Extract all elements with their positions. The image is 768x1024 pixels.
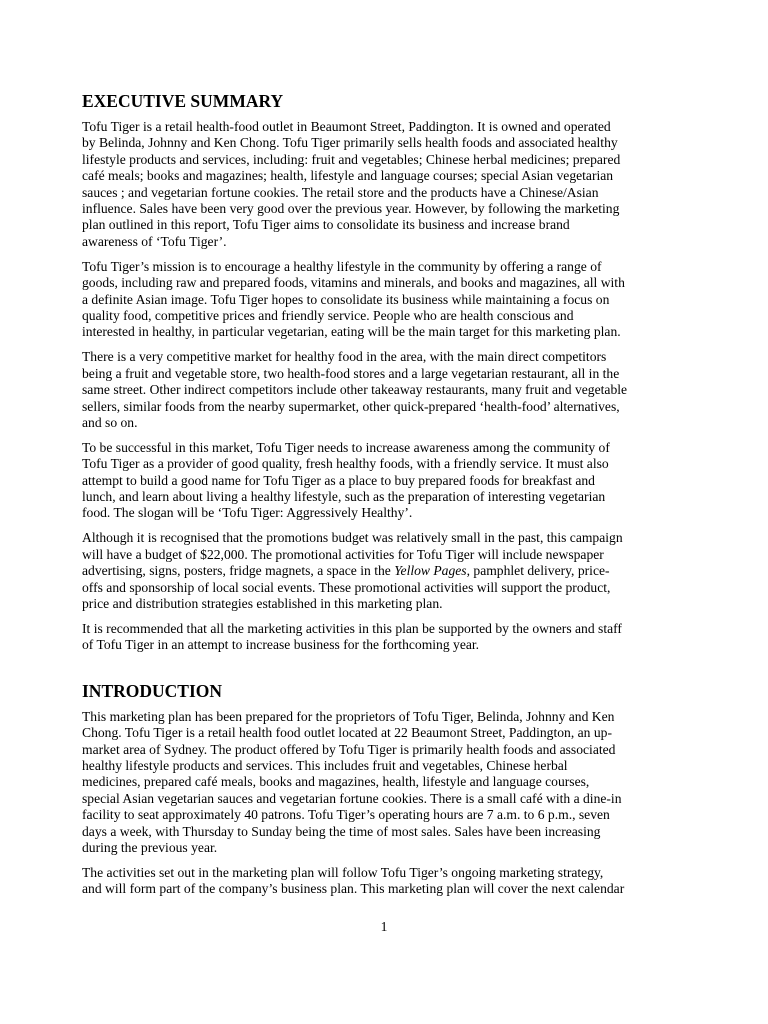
exec-summary-paragraph-5 <box>82 530 686 612</box>
text-line: by Belinda, Johnny and Ken Chong. Tofu Tiger primarily sells health foods and associated healthy <box>82 135 618 151</box>
text-line: market area of Sydney. The product offered by Tofu Tiger is primarily health foods and associated <box>82 741 616 757</box>
text-line: lunch, and learn about living a healthy lifestyle, such as the preparation of interesting vegetarian <box>82 489 606 505</box>
text-line: To be successful in this market, Tofu Tiger needs to increase awareness among the community of <box>82 439 610 455</box>
page-content <box>82 90 686 906</box>
section-heading-introduction: INTRODUCTION <box>82 680 223 701</box>
text-line: healthy lifestyle products and services. This includes fruit and vegetables, Chinese herbal <box>82 757 568 773</box>
exec-summary-paragraph-2 <box>82 259 686 341</box>
text-line: facility to seat approximately 40 patrons. Tofu Tiger’s operating hours are 7 a.m. to 6 p.m., seven <box>82 807 610 823</box>
exec-summary-paragraph-3 <box>82 349 686 431</box>
text-line: sellers, similar foods from the nearby supermarket, other quick-prepared ‘health-food’ alternatives, <box>82 398 620 414</box>
introduction-paragraph-2 <box>82 865 686 898</box>
page-number: 1 <box>380 919 388 934</box>
text-line: Tofu Tiger’s mission is to encourage a healthy lifestyle in the community by offering a range of <box>82 258 602 274</box>
text-line <box>82 563 686 579</box>
text-line: being a fruit and vegetable store, two health-food stores and a large vegetarian restaurant, all in the <box>82 365 620 381</box>
text-line: special Asian vegetarian sauces and vegetarian fortune cookies. There is a small café with a dine-in <box>82 790 622 806</box>
text-segment: advertising, signs, posters, fridge magnets, a space in the <box>82 563 395 579</box>
text-line: Tofu Tiger as a provider of good quality, fresh healthy foods, with a friendly service. It must also <box>82 456 609 472</box>
text-line: offs and sponsorship of local social events. These promotional activities will support the product, <box>82 579 611 595</box>
text-line: There is a very competitive market for healthy food in the area, with the main direct competitors <box>82 349 607 365</box>
text-line: Tofu Tiger is a retail health-food outlet in Beaumont Street, Paddington. It is owned and operated <box>82 119 611 134</box>
exec-summary-paragraph-6 <box>82 621 686 654</box>
text-line: attempt to build a good name for Tofu Tiger as a place to buy prepared foods for breakfast and <box>82 472 595 488</box>
text-line: awareness of ‘Tofu Tiger’. <box>82 233 227 249</box>
text-line: days a week, with Thursday to Sunday being the time of most sales. Sales have been increasing <box>82 823 601 839</box>
text-line: quality food, competitive prices and friendly service. People who are health conscious and <box>82 307 574 323</box>
text-line: café meals; books and magazines; health, lifestyle and language courses; special Asian vegetarian <box>82 168 614 184</box>
text-line: and so on. <box>82 414 138 430</box>
text-line: will have a budget of $22,000. The promotional activities for Tofu Tiger will include newspaper <box>82 546 604 562</box>
text-line: a definite Asian image. Tofu Tiger hopes to consolidate its business while maintaining a focus on <box>82 291 610 307</box>
text-line: It is recommended that all the marketing activities in this plan be supported by the owners and staff <box>82 620 622 636</box>
text-line: during the previous year. <box>82 839 218 855</box>
text-line: influence. Sales have been very good over the previous year. However, by following the marketing <box>82 201 620 217</box>
text-line: lifestyle products and services, including: fruit and vegetables; Chinese herbal medicines; prepared <box>82 151 621 167</box>
section-heading-executive-summary: EXECUTIVE SUMMARY <box>82 91 284 111</box>
text-line: goods, including raw and prepared foods, vitamins and minerals, and books and magazines, all with <box>82 275 625 291</box>
yellow-pages-italic: Yellow Pages <box>394 563 467 579</box>
text-line: sauces ; and vegetarian fortune cookies. The retail store and the products have a Chinese/Asian <box>82 184 599 200</box>
text-line: The activities set out in the marketing plan will follow Tofu Tiger’s ongoing marketing strategy, <box>82 864 604 880</box>
text-line: same street. Other indirect competitors include other takeaway restaurants, many fruit and vegetable <box>82 382 628 398</box>
text-line: Chong. Tofu Tiger is a retail health food outlet located at 22 Beaumont Street, Paddington, an up- <box>82 725 612 741</box>
introduction-paragraph-1 <box>82 709 686 857</box>
text-line: of Tofu Tiger in an attempt to increase business for the forthcoming year. <box>82 637 480 653</box>
text-line: This marketing plan has been prepared for the proprietors of Tofu Tiger, Belinda, Johnny and Ken <box>82 708 615 724</box>
text-line: plan outlined in this report, Tofu Tiger aims to consolidate its business and increase brand <box>82 217 570 233</box>
exec-summary-paragraph-1 <box>82 119 686 250</box>
exec-summary-paragraph-4 <box>82 440 686 522</box>
text-line: price and distribution strategies established in this marketing plan. <box>82 595 443 611</box>
text-line: and will form part of the company’s business plan. This marketing plan will cover the next calendar <box>82 881 625 897</box>
text-segment: , pamphlet delivery, price- <box>466 563 610 579</box>
text-line: Although it is recognised that the promotions budget was relatively small in the past, this campaign <box>82 530 623 546</box>
text-line: medicines, prepared café meals, books and magazines, health, lifestyle and language courses, <box>82 774 590 790</box>
text-line: food. The slogan will be ‘Tofu Tiger: Aggressively Healthy’. <box>82 505 413 521</box>
text-line: interested in healthy, in particular vegetarian, eating will be the main target for this marketing plan. <box>82 324 621 340</box>
